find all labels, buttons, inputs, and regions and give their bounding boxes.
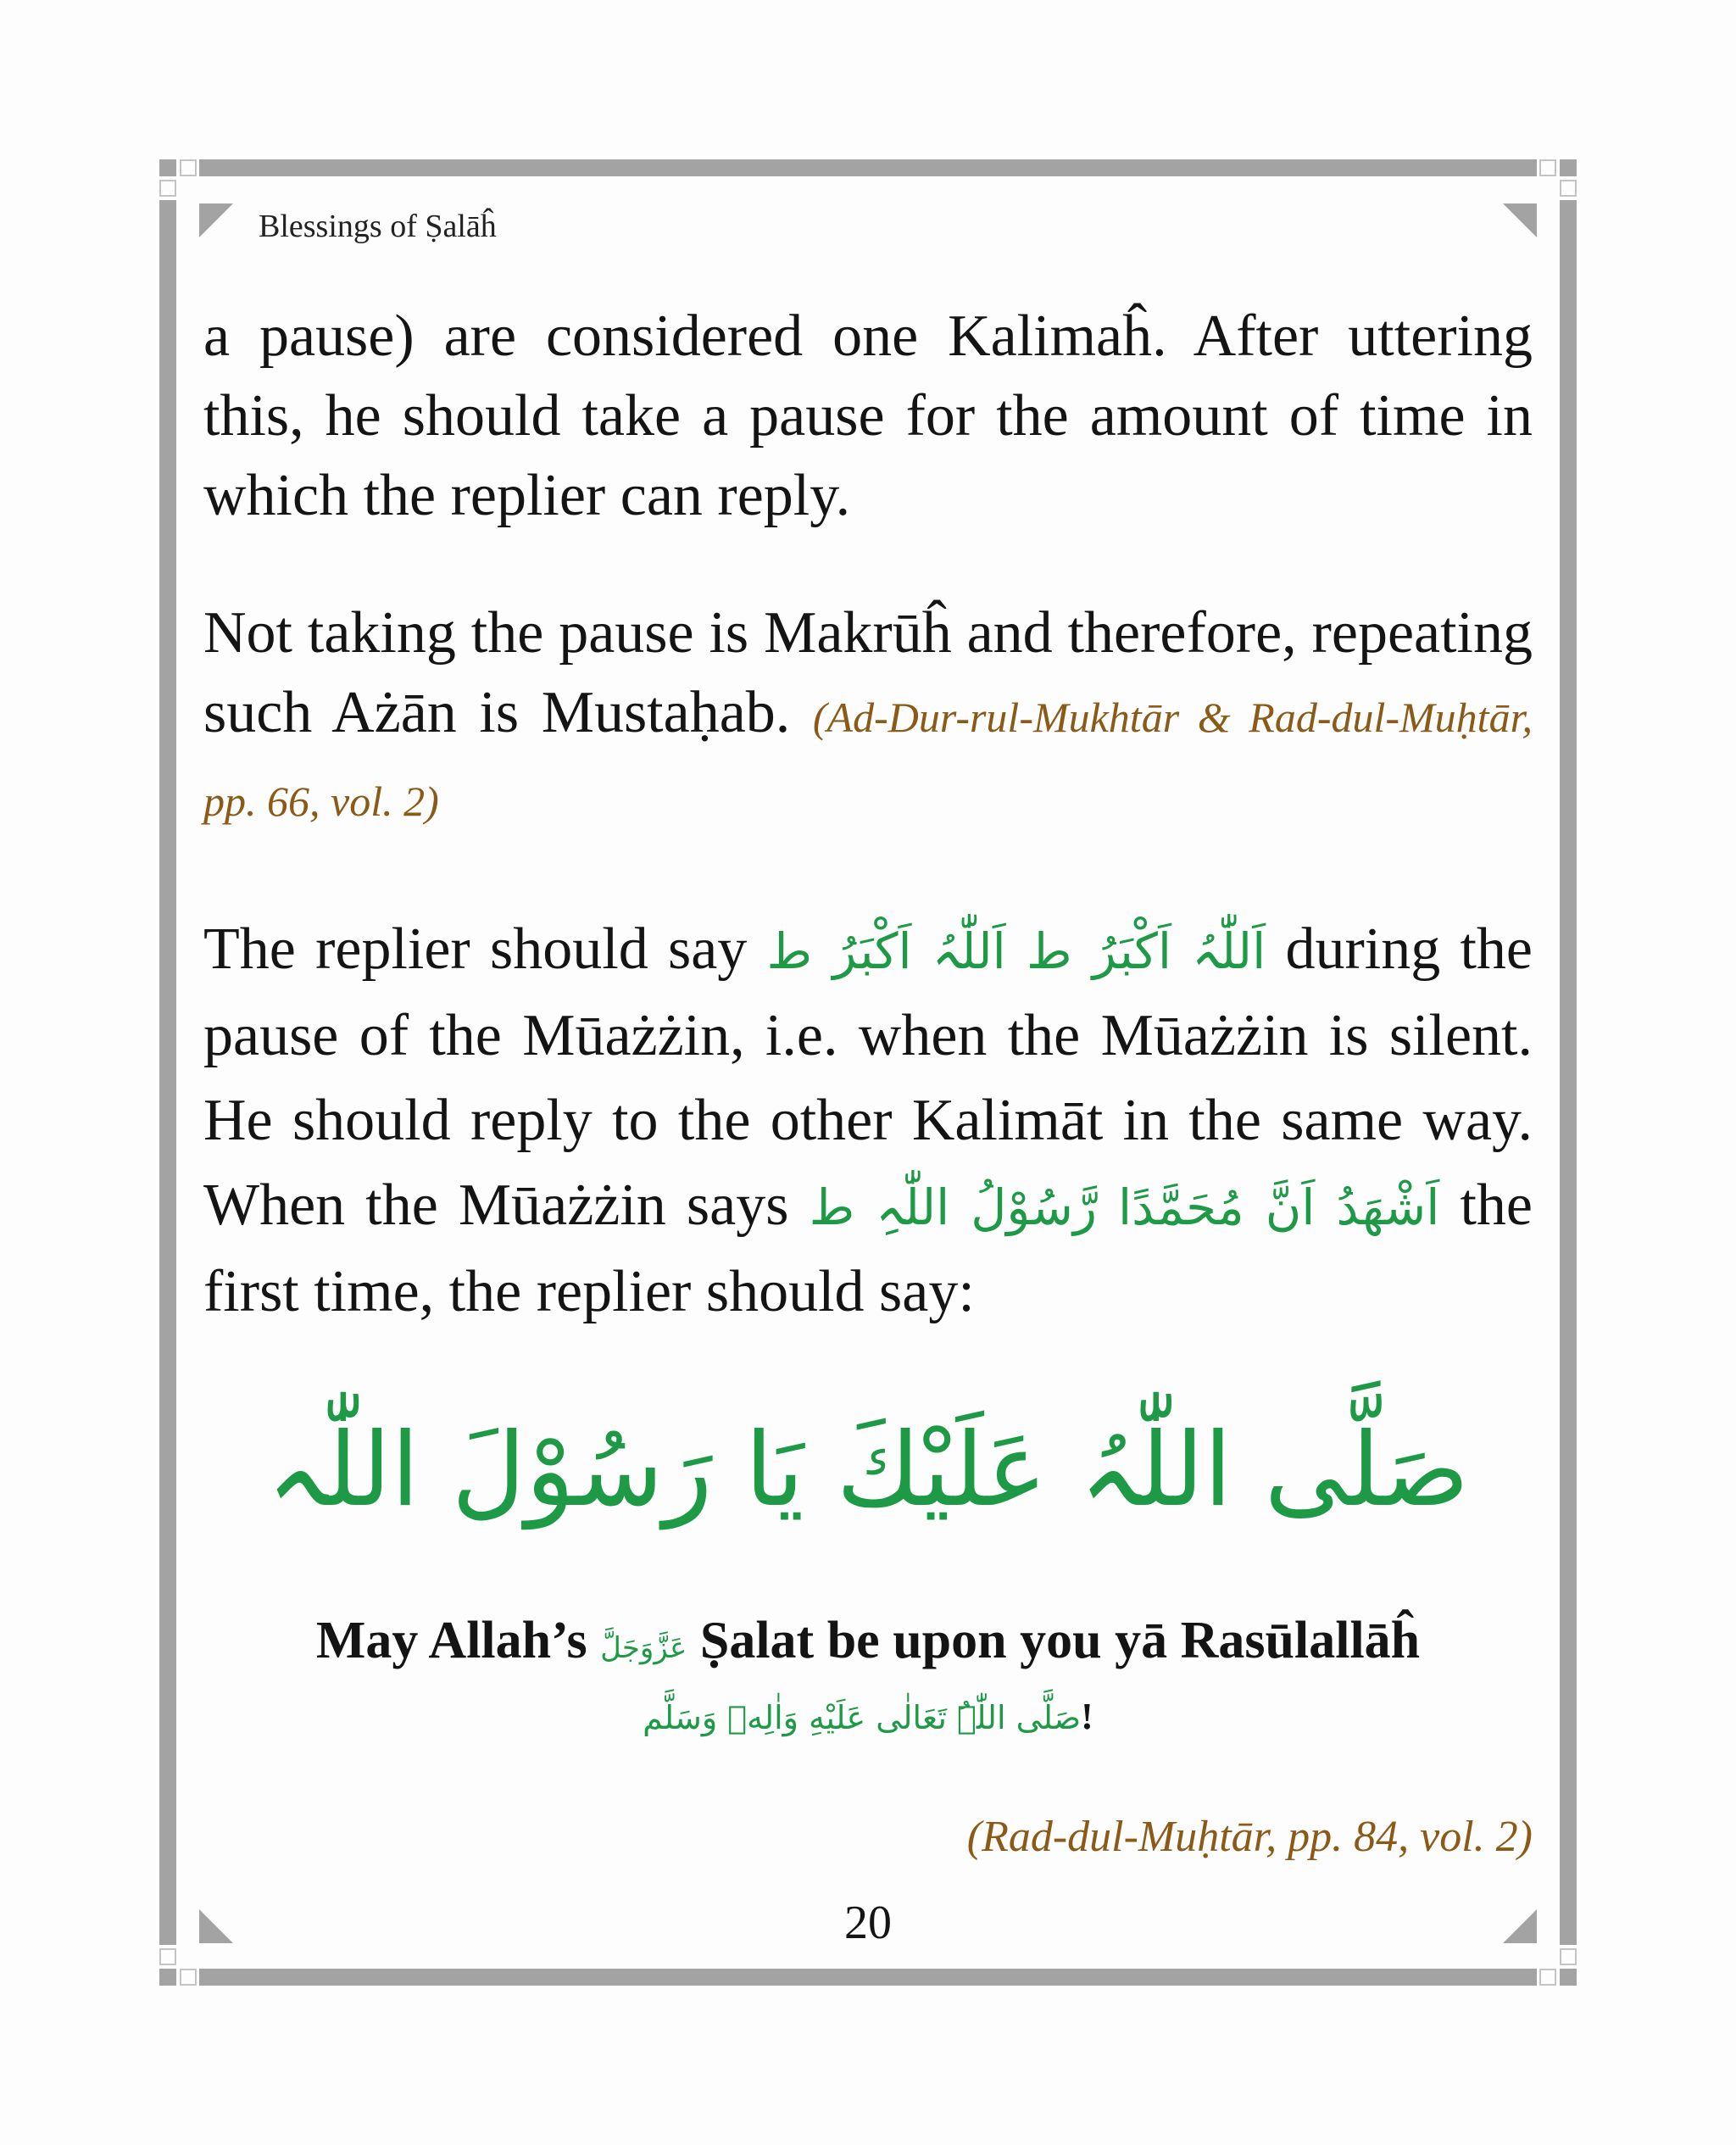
paragraph-3-text-1: The replier should say <box>203 916 748 982</box>
frame-corner-outline <box>1560 1948 1577 1965</box>
arabic-salutation-small: صَلَّى اللّٰہُ تَعَالٰى عَلَيْهِ وَاٰلِهٖ وَسَلَّم <box>643 1699 1082 1736</box>
translation-text-2: Ṣalat be upon you yā Rasūlallāĥ <box>699 1612 1421 1669</box>
frame-corner-outline <box>159 180 176 197</box>
page-number: 20 <box>844 1897 892 1949</box>
arabic-takbir: اَللّٰہُ اَکْبَرُ ط اَللّٰہُ اَکْبَرُ ط <box>766 922 1266 980</box>
salutation-line <box>203 1691 1533 1743</box>
frame-corner-square <box>1560 159 1577 176</box>
frame-corner-outline <box>1539 159 1556 176</box>
translation-line <box>203 1607 1533 1682</box>
paragraph-2 <box>203 593 1533 841</box>
paragraph-3-text-3: the first time, the replier should say: <box>203 1173 1533 1324</box>
frame-corner-outline <box>1560 180 1577 197</box>
frame-corner-outline <box>180 159 197 176</box>
paragraph-2-reference: (Ad-Dur-rul-Mukhtār & Rad-dul-Muḥtār, pp. 66, vol. 2) <box>203 694 1533 825</box>
frame-left-bar <box>159 200 176 1945</box>
corner-triangle-top-right <box>1503 203 1537 237</box>
frame-corner-outline <box>159 1948 176 1965</box>
arabic-salutation-large: صَلَّى اللّٰہُ عَلَيْكَ يَا رَسُوْلَ اللّٰہ <box>266 1412 1470 1529</box>
paragraph-3-text-2: during the pause of the Mūażżin, i.e. when the Mūażżin is silent. He should reply to the other Kalimāt in the same way. When the Mūażżin says <box>203 916 1533 1238</box>
corner-triangle-top-left <box>199 203 233 237</box>
frame-corner-square <box>159 159 176 176</box>
paragraph-2-text: Not taking the pause is Makrūĥ and therefore, repeating such Ażān is Mustaḥab. <box>203 600 1533 745</box>
arabic-shahada: اَشْهَدُ اَنَّ مُحَمَّدًا رَّسُوْلُ اللّٰہِ ط <box>809 1178 1440 1236</box>
frame-bottom-bar <box>199 1969 1537 1986</box>
paragraph-3 <box>203 907 1533 1334</box>
frame-corner-square <box>1560 1969 1577 1986</box>
running-title: Blessings of Ṣalāĥ <box>259 209 497 244</box>
arabic-honorific: عَزَّوَجَلَّ <box>600 1631 687 1665</box>
translation-text-1: May Allah’s <box>315 1612 587 1669</box>
reference-citation: (Rad-dul-Muḥtār, pp. 84, vol. 2) <box>966 1813 1533 1861</box>
frame-right-bar <box>1560 200 1577 1945</box>
exclamation-mark: ! <box>1081 1696 1093 1737</box>
frame-corner-outline <box>180 1969 197 1986</box>
frame-top-bar <box>199 159 1537 176</box>
frame-corner-outline <box>1539 1969 1556 1986</box>
frame-corner-square <box>159 1969 176 1986</box>
paragraph-1: a pause) are considered one Kalimaĥ. After uttering this, he should take a pause for the amount of time in which the replier can reply. <box>203 304 1533 528</box>
